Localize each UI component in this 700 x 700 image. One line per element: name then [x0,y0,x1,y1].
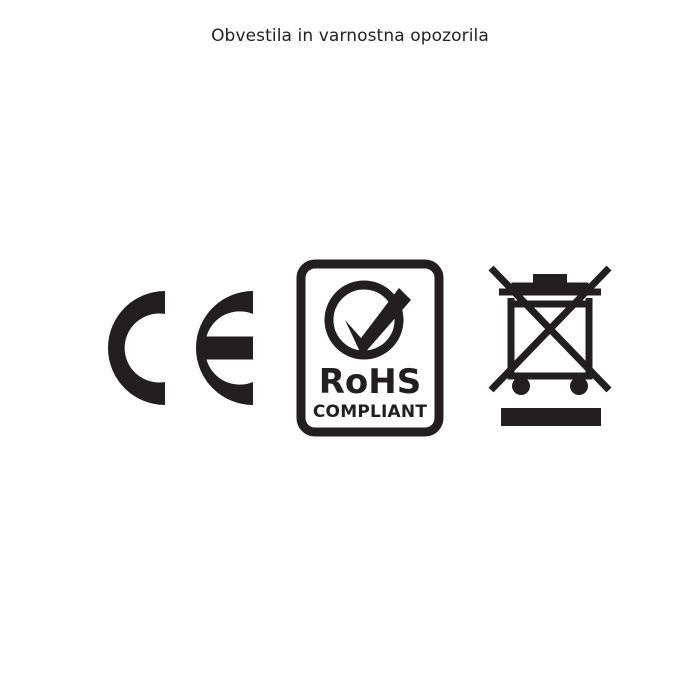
crossed-out-wheelie-bin-icon [485,258,615,438]
ce-mark-icon [93,258,273,438]
compliant-text: COMPLIANT [312,402,428,422]
rohs-compliant-icon [295,258,445,438]
rohs-compliant-symbol [295,258,445,438]
weee-symbol [485,258,615,438]
compliance-symbols-row [0,258,700,438]
rohs-text: RoHS [318,362,422,402]
page-title: Obvestila in varnostna opozorila [211,26,489,46]
ce-marking-symbol [93,258,273,438]
